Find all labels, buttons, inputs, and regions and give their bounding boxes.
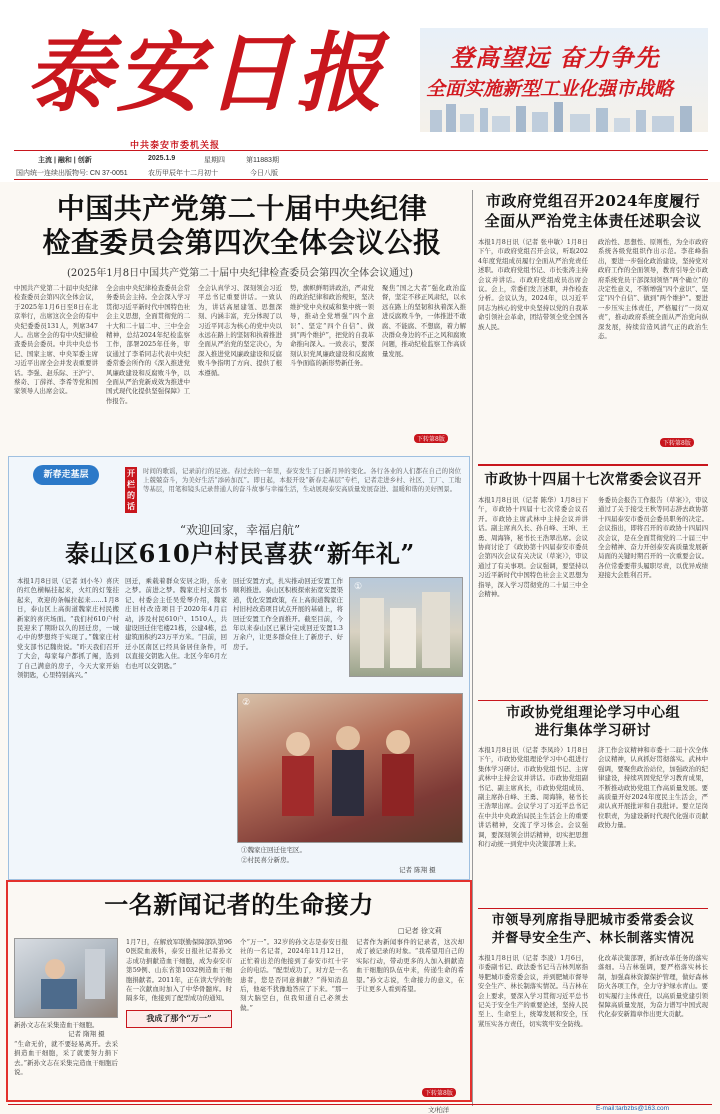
column-divider [472,190,473,1106]
feature-caption1: ①魏家庄回迁住宅区。 [241,846,306,854]
right-study-article [478,700,708,906]
lead-col3: 全会认真学习、深刻领会习近平总书记重要讲话。一致认为，讲话高屋建瓴、思想深刻、内涵丰富，充分体现了以习近平同志为核心的党中央以永远在路上的坚韧和执着推进全面从严治党的坚定决心，为深入推进党风廉政建设和反腐败斗争指明了方向、提供了根本遵循。 [198,284,282,377]
building-icon [350,578,463,677]
masthead-date: 2025.1.9 [148,155,176,162]
masthead-weekday: 星期四 [204,157,225,164]
right-study-rule [478,700,708,701]
masthead-title: 泰安日报 [26,23,386,124]
bottom-more-link[interactable]: 下转第8版 [422,1088,456,1097]
feature-kicker: “欢迎回家，幸福启航” [179,523,301,537]
feature-side-badge: 开栏的话 [127,468,135,511]
right-bottom-rule [478,908,708,909]
bottom-photo-credit: 记者 隋翔 摄 [68,1030,105,1038]
masthead-tagline: 主流 | 融和 | 创新 [38,157,92,164]
feature-title: 泰山区610户村民喜获“新年礼” [65,539,415,568]
bottom-caption: 新孙文志在采集造血干细胞。 [14,1021,99,1029]
bottom-subhead-box [126,1010,232,1028]
bottom-photo [14,938,118,1018]
feature-col2: 回迁，乘载着群众安居之盼，乐业之梦。前进之梦。魏家庄村支部书记、村委会主任吴爱琴介绍，魏家庄旧村改造项目于2020年4月启动，涉及村民610户、1510人，共建设回迁住宅楼21栋，公建4栋，总建筑面积约23万平方米。“目前，回迁小区南区已经具备居住条件，可以直接交钥匙入住。北区今年6月左右也可以交钥匙。” [125,577,227,670]
masthead-subtitle: 中共泰安市委机关报 [130,141,221,151]
masthead-infobar [14,150,708,180]
right-bottom-title-line1: 市领导列席指导肥城市委常委会议 [491,913,695,928]
right-study-title-line2: 进行集体学习研讨 [535,723,651,739]
right-study-col2: 济工作会议精神和市委十二届十次全体会议精神，认真抓好贯彻落实。武林中强调，要聚焦政治站位，加强政治的纪律建设，持续巩固党纪学习教育成果，不断推动政协党组工作高质量发展。要高质量开好2024年度民主生活会，严肃认真开展批评和自我批评。要立足岗位职责，为建设新时代现代化强市贡献政协力量。 [598,746,708,830]
bottom-col2: 1月7日，在解放军联勤保障部队第960医院血液科，泰安日报社记者孙文志成功捐献造血干细胞，成为泰安市第59例、山东省第1032例造血干细胞捐献者。2011年，正在读大学的他在一次献血时加入了中华骨髓库。时隔多年，他接到了配型成功的通知。 [126,938,232,1003]
right-top-article [478,190,708,452]
bottom-col4: 记者作为新闻事件的记录者，这次却成了被记录的对象。“我希望用自己的实际行动，带动更多的人加入捐献造血干细胞的队伍中来，传递生命的希望。”孙文志说，生命接力的意义，在于让更多人看到希望。 [356,938,464,994]
banner-skyline-icon [420,102,708,132]
right-study-title-line1: 市政协党组理论学习中心组 [506,705,680,721]
lead-subtitle: (2025年1月8日中国共产党第二十届中央纪律检查委员会第四次全体会议通过) [67,268,413,279]
feature-col3: 回迁安置方式，扎实推动回迁安置工作顺利推进。泰山区积极探索拓宽安置渠道，优化安置政策，在上高街道魏家庄村旧村改造项目试点开展的基础上，将回迁安置工作全面推开。截至目前，今年以来泰山区已累计完成回迁安置1.3万余户，让更多群众住上了新房子、好房子。 [233,577,343,651]
right-mid-rule [478,464,708,466]
lead-article [14,190,466,448]
footer-label: 文/柏洋 [428,1107,450,1114]
masthead-lunar: 农历甲辰年十二月初十 [148,170,218,177]
right-mid-col2: 务委员会报告工作报告（草案）》，审议通过了关于接受王秋等同志辞去政协第十四届泰安市委员会委员职务的决定。会议指出，即将召开的市政协十四届四次会议，是在全面贯彻党的二十届三中全会精神、奋力开创泰安高质量发展新局面的关键时期召开的一次重要会议。各位常委要带头履职尽责，以优异成绩迎接大会胜利召开。 [598,496,708,580]
right-bottom-title-line2: 并督导安全生产、林长制落实情况 [491,931,695,946]
footer-bar [8,1104,712,1114]
feature-photo-credit: 记者 陈翔 摄 [399,866,436,874]
lead-col5: 聚焦“国之大者”强化政治监督，坚定不移正风肃纪，以永远在路上的坚韧和执着深入推进反腐败斗争，一体推进不敢腐、不能腐、不想腐，着力解决群众身边的不正之风和腐败问题，推动纪检监察工作高质量发展。 [382,284,466,358]
bottom-article [6,880,472,1102]
bottom-subhead: 我成了那个“万一” [146,1013,212,1023]
banner-line1: 登高望远 奋力争先 [450,43,660,72]
bottom-col1: “生命无价，就不要轻易离开。去采捐造血干细胞，采了就要努力捐下去。”新孙文志在采集完造血干细胞后说。 [14,1040,118,1077]
villagers-icon [238,694,463,843]
feature-photo-2 [237,693,463,843]
feature-section [8,456,470,880]
feature-photo-1 [349,577,463,677]
feature-header-badge: 新春走基层 [33,465,99,485]
right-top-col2: 政治性、思想性、原则性，为全市政府系统各级党组织作出示范。李荏峰指出，要进一步强化政治建设，坚持党对政府工作的全面领导，教育引导全市政府系统党员干部深刻领悟“两个确立”的决定性意义，不断增强“四个意识”、坚定“四个自信”、做到“两个维护”。要进一步压实主体责任，严格履行“一岗双责”，推动政府系统全面从严治党向纵深发展，持续营造风清气正的政治生态。 [598,238,708,341]
right-mid-article [478,464,708,696]
right-mid-col1: 本报1月8日讯（记者 陈华）1月8日下午，市政协十四届十七次常委会议召开。市政协主席武林中主持会议并讲话。副主席真久长、孙自峰、王坤、王勇、周海锋，秘书长王浩翠出席。会议协商讨论了《政协第十四届泰安市委员会第四次会议有关决议（草案）》，审议通过了有关事项。会议强调，要坚持以习近平新时代中国特色社会主义思想为指导，深入学习贯彻党的二十届三中全会精神。 [478,496,588,599]
lead-col2: 全会由中央纪律检查委员会常务委员会主持。全会深入学习贯彻习近平新时代中国特色社会主义思想，全面贯彻党的二十大和二十届二中、三中全会精神，总结2024年纪检监察工作，部署2025年任务，审议通过了李希同志代表中央纪委常委会所作的《深入推进党风廉政建设和反腐败斗争，以全面从严治党新成效为推进中国式现代化提供坚强保障》工作报告。 [106,284,190,405]
right-top-more-link[interactable]: 下转第8版 [660,438,694,447]
lead-col1: 中国共产党第二十届中央纪律检查委员会第四次全体会议，于2025年1月6日至8日在北京举行，出席这次全会的有中央纪委委员131人，列席347人。出席全会的有中央纪律检查委员会委员。中共中央总书记、国家主席、中央军委主席习近平出席全会并发表重要讲话。李强、赵乐际、王沪宁、蔡奇、丁薛祥、李希等党和国家领导人出席会议。 [14,284,98,396]
masthead-issue: 第11883期 [246,157,279,164]
masthead-banner [420,28,708,132]
donor-icon [15,939,118,1018]
feature-caption2: ②村民喜分新房。 [241,856,293,864]
masthead-cn-number: 国内统一连续出版物号: CN 37-0051 [16,170,128,177]
feature-col1: 本报1月8日讯（记者 刘小冬）喜庆的红色横幅挂起来，火红的灯笼挂起来，欢迎的条幅拉起来……1月8日，泰山区上高街道魏家庄村民搬新家的喜庆场面。“我们村610户村民迎来了期盼以久的回迁房，一城心中的梦想终于实现了。”魏家庄村党支部书记魏贵说。“昨天我们召开了大会，每家每户都抓了阄，选到了自己满意的房子，今天大家开始领钥匙，心里特别高兴。” [17,577,119,680]
feature-photo-label2: ② [242,698,251,708]
right-mid-title: 市政协十四届十七次常委会议召开 [484,472,702,488]
right-top-title-line2: 全面从严治党主体责任述职会议 [484,212,702,230]
lead-title-line2: 检查委员会第四次全体会议公报 [42,226,442,259]
masthead-pages: 今日八版 [250,170,278,177]
right-top-title-line1: 市政府党组召开2024年度履行 [485,192,701,210]
right-bottom-col2: 化改革决策部署，抓好改革任务的落实落细。马吉林强调，要严格落实林长制，加强森林资源保护管理，做好森林防火各项工作，全力守护绿水青山。要切实履行主体责任，以高质量党建引领保障高质量发展，为奋力谱写中国式现代化泰安新篇章作出更大贡献。 [598,954,708,1019]
bottom-col3: 个“万一”。32岁的孙文志是泰安日报社的一名记者，2024年11月12日，正忙着出差的他接到了泰安市红十字会的电话。“配型成功了，对方是一名患者，您是否同意捐献？”得知消息后，他毫不犹豫地答应了下来。“那一刻大脑空白，但我知道自己必须去做。” [240,938,348,1012]
footer-email[interactable]: E-mail:tarbzbs@163.com [596,1105,670,1112]
masthead [0,0,720,182]
lead-more-link[interactable]: 下转第8版 [414,434,448,443]
right-study-col1: 本报1月8日讯（记者 李凤玲）1月8日下午，市政协党组理论学习中心组进行集体学习研讨。市政协党组书记、主席武林中主持会议并讲话。市政协党组副书记、副主席真长，市政协党组成员、副主席孙自峰、王勇、周海锋，秘书长王浩翠出席。会议学习了习近平总书记在中共中央政治局民主生活会上的重要讲话精神，交流了学习体会。会议强调，要深刻领会讲话精神，切实把思想和行动统一到党中央决策部署上来。 [478,746,588,849]
right-top-col1: 本报1月8日讯（记者 张申敏）1月8日下午，市政府党组召开会议，听取2024年度党组成员履行全面从严治党责任述职。市政府党组书记、市长张涛主持会议并讲话。市政府党组成员出席会议。会上，常委们发言述职，并作检查分析。会议认为，2024年，以习近平同志为核心的党中央坚持以党的自我革命引领社会革命，团结带领全党全国各族人民。 [478,238,588,331]
lead-col4: 势，旗帜鲜明讲政治，严肃党的政治纪律和政治规矩，坚决维护党中央权威和集中统一领导，推动全党增强“四个意识”、坚定“四个自信”、做到“两个维护”，把党的自我革命推向深入。一致表示，要深刻认识党风廉政建设和反腐败斗争面临的新形势新任务。 [290,284,374,368]
banner-line2: 全面实施新型工业化强市战略 [426,78,674,100]
lead-title-line1: 中国共产党第二十届中央纪律 [56,192,428,225]
feature-photo-label1: ① [354,582,363,592]
right-bottom-article [478,908,708,1098]
feature-intro: 时间的歌谣，记录前行的足迹。春过去的一年里，泰安发生了日新月异的变化。各行各业的人们都在自己的岗位上兢兢奋斗，为美好生活“添砖加瓦”。即日起，本报开设“新春走基层”专栏，记者走进乡村、社区、工厂、工地等基层，用笔和镜头记录普通人的奋斗故事与幸福生活，生动展现泰安高质量发展奋进、温暖和谐的美好图景。 [143,467,461,493]
bottom-title: 一名新闻记者的生命接力 [104,890,374,919]
right-bottom-col1: 本报1月8日讯（记者 李凌）1月6日，市委副书记、政法委书记马吉林列席指导肥城市委常委会议，并到肥城市督导安全生产、林长制落实情况。马吉林在会上要求，要深入学习贯彻习近平总书记关于安全生产的重要论述，坚持人民至上、生命至上，统筹发展和安全，压紧压实各方责任，切实筑牢安全防线。 [478,954,588,1028]
bottom-byline: □记者 徐文莉 [398,927,442,935]
